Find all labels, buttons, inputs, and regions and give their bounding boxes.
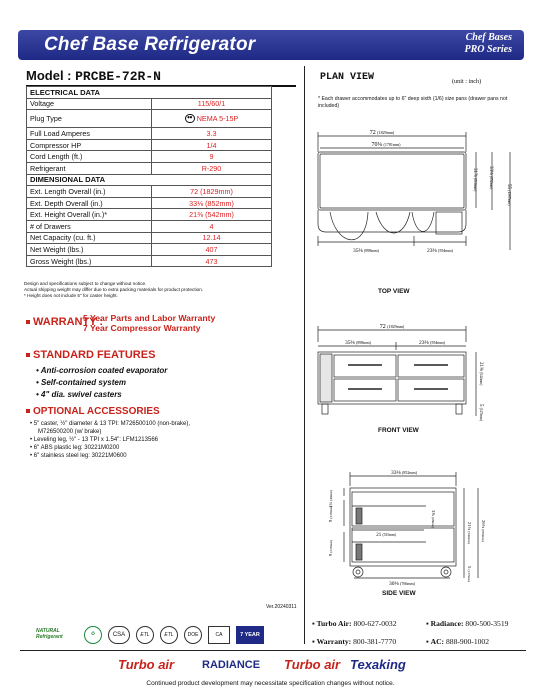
list-item: • 4" dia. swivel casters: [36, 390, 122, 399]
spec-label: Net Weight (lbs.): [27, 244, 152, 256]
model-label: Model :: [26, 68, 72, 83]
dim-side-d5: 9 (229mm): [328, 539, 333, 557]
table-row: [27, 209, 272, 221]
table-row: [27, 151, 272, 163]
natural-refrigerant-logo: NATURAL Refrigerant: [36, 628, 63, 640]
front-view-drawing: [306, 322, 526, 422]
spec-label: Full Load Amperes: [27, 128, 152, 140]
csa-logo: CSA: [108, 626, 130, 644]
dim-top-depth-c: 55 (1397mm): [506, 184, 511, 206]
top-view-label: TOP VIEW: [378, 288, 410, 295]
table-section-row: [27, 174, 272, 186]
contact-turbo-air: ▪ Turbo Air: 800-627-0032: [312, 619, 397, 628]
dim-front-height: 21⅜ (542mm): [478, 362, 483, 386]
bullet-square-icon: [26, 353, 30, 357]
column-divider: [304, 66, 305, 644]
table-row: [27, 98, 272, 110]
standard-features-heading: [26, 349, 155, 361]
spec-value: 115/60/1: [152, 98, 272, 110]
table-row: [27, 162, 272, 174]
contact-warranty: ▪ Warranty: 800-381-7770: [312, 637, 397, 646]
list-item: M726500200 (w/ brake): [38, 429, 102, 435]
table-row: [27, 232, 272, 244]
dim-top-width: 72 (1829mm): [369, 130, 395, 136]
table-section-row: [27, 87, 272, 99]
warranty-line2: 7 Year Compressor Warranty: [83, 323, 201, 333]
list-item: • 6" stainless steel leg: 30221M0600: [30, 453, 127, 459]
version-label: Ver.20240311: [266, 604, 297, 610]
spec-label: Plug Type: [27, 110, 152, 128]
dim-top-depth-a: 31⅞ (810mm): [472, 168, 477, 192]
list-item: • Leveling leg, ½" - 13 TPI x 1.54": LFM1213566: [30, 437, 158, 443]
standard-features-heading-text: STANDARD FEATURES: [33, 349, 156, 361]
spec-value: 4: [152, 220, 272, 232]
dim-side-base: 30⅛ (766mm): [389, 581, 415, 586]
spec-label: Refrigerant: [27, 162, 152, 174]
contact-ac: ▪ AC: 888-900-1002: [426, 637, 490, 646]
table-row: [27, 220, 272, 232]
dim-top-inner-width: 70⅛ (1781mm): [371, 142, 401, 148]
recycle-icon: ♻: [84, 626, 102, 644]
page-header: [18, 30, 524, 60]
dim-side-h2: 26⅜ (669mm): [481, 520, 486, 542]
note-line: * Height does not include 5" for caster height.: [24, 293, 118, 298]
series-line2: PRO Series: [464, 44, 512, 55]
list-item: • Self-contained system: [36, 378, 126, 387]
spec-value: R-290: [152, 162, 272, 174]
table-row: [27, 110, 272, 128]
plug-value: NEMA 5-15P: [196, 113, 239, 123]
turbo-air-logo-2: Turbo air: [284, 657, 341, 672]
footer-disclaimer: Continued product development may necessitate specification changes without notice.: [146, 680, 395, 687]
spec-value: 407: [152, 244, 272, 256]
dim-side-h1: 21⅜ (542mm): [467, 522, 472, 544]
table-row: [27, 197, 272, 209]
spec-value: 72 (1829mm): [152, 186, 272, 198]
dim-side-d4: 21 (535mm): [376, 533, 396, 538]
model-value: PRCBE-72R-N: [75, 69, 161, 84]
dim-side-d1: 1¾ (44mm): [328, 490, 333, 508]
note-line: Design and specifications subject to change without notice.: [24, 281, 147, 286]
spec-label: Voltage: [27, 98, 152, 110]
dim-side-d3: 3⅞ (98mm): [431, 510, 436, 528]
table-row: [27, 186, 272, 198]
spec-value-plug: [152, 110, 272, 128]
dim-front-width: 72 (1829mm): [379, 324, 405, 330]
table-row: [27, 255, 272, 267]
spec-table: [26, 86, 272, 267]
bullet-square-icon: [26, 320, 30, 324]
top-view-drawing: [306, 128, 526, 278]
optional-accessories-list: [30, 420, 290, 460]
spec-label: Ext. Height Overall (in.)*: [27, 209, 152, 221]
plan-view-note: * Each drawer accommodates up to 6" deep sixth (1/6) size pans (drawer pans not included): [318, 96, 508, 109]
dim-side-d2: 9 (229mm): [328, 505, 333, 523]
dim-top-span-left: 35⅜ (898mm): [353, 248, 379, 254]
etl-logo: ETL: [136, 626, 154, 644]
spec-label: Net Capacity (cu. ft.): [27, 232, 152, 244]
dim-top-span-right: 23⅜ (594mm): [427, 248, 453, 254]
spec-label: Ext. Length Overall (in.): [27, 186, 152, 198]
warranty-heading-text: WARRANTY :: [33, 316, 104, 328]
radiance-logo: RADIANCE: [202, 659, 261, 671]
spec-notes: [24, 281, 284, 299]
spec-value: 12.14: [152, 232, 272, 244]
list-item: • Anti-corrosion coated evaporator: [36, 366, 168, 375]
series-line1: Chef Bases: [465, 32, 512, 43]
turbo-air-logo: Turbo air: [118, 657, 175, 672]
electrical-heading: ELECTRICAL DATA: [27, 87, 272, 99]
series-label: [465, 32, 513, 56]
bullet-square-icon: [26, 409, 30, 413]
spec-value: 1/4: [152, 139, 272, 151]
contact-radiance: ▪ Radiance: 800-500-3519: [426, 619, 509, 628]
model-heading: [26, 68, 296, 87]
spec-label: Cord Length (ft.): [27, 151, 152, 163]
plug-icon: ⦁⦁: [185, 114, 195, 123]
spec-value: 473: [152, 255, 272, 267]
dim-front-right: 23⅜ (594mm): [419, 340, 445, 346]
dim-front-left: 35⅜ (898mm): [345, 340, 371, 346]
table-row: [27, 128, 272, 140]
optional-accessories-heading-text: OPTIONAL ACCESSORIES: [33, 406, 160, 417]
table-row: [27, 244, 272, 256]
energy-logo: CA: [208, 626, 230, 644]
standard-features-list: [36, 365, 167, 401]
side-view-drawing: [306, 466, 526, 586]
certification-logos: [36, 626, 266, 646]
spec-label: Ext. Depth Overall (in.): [27, 197, 152, 209]
etl-sanitation-logo: ETL: [160, 626, 178, 644]
list-item: • 5" caster, ½" diameter & 13 TPI: M726500100 (non-brake),: [30, 421, 191, 427]
dim-front-caster: 5 (127mm): [478, 404, 483, 422]
optional-accessories-heading: [26, 406, 160, 417]
warranty-text: [83, 313, 215, 333]
spec-label: Compressor HP: [27, 139, 152, 151]
dim-top-depth-b: 33⅛ (852mm): [488, 166, 493, 190]
table-row: [27, 139, 272, 151]
spec-value: 33⅛ (852mm): [152, 197, 272, 209]
footer-divider: [20, 650, 526, 651]
plan-view-title: PLAN VIEW: [320, 72, 375, 83]
dim-side-caster: 5 (127mm): [467, 566, 472, 583]
spec-label: Gross Weight (lbs.): [27, 255, 152, 267]
front-view-label: FRONT VIEW: [378, 427, 419, 434]
plan-view-unit: (unit : inch): [452, 78, 482, 85]
spec-value: 3.3: [152, 128, 272, 140]
spec-value: 21⅜ (542mm): [152, 209, 272, 221]
page-title: Chef Base Refrigerator: [44, 34, 256, 55]
warranty-badge: 7 YEAR: [236, 626, 264, 644]
brand-logos: [118, 657, 438, 673]
spec-value: 9: [152, 151, 272, 163]
doe-logo: DOE: [184, 626, 202, 644]
note-line: Actual shipping weight may differ due to extra packing materials for product protection.: [24, 287, 204, 292]
warranty-line1: 5 Year Parts and Labor Warranty: [83, 313, 216, 323]
dimensional-heading: DIMENSIONAL DATA: [27, 174, 272, 186]
list-item: • 6" ABS plastic leg: 30221M0200: [30, 445, 120, 451]
spec-label: # of Drawers: [27, 220, 152, 232]
texaking-logo: Texaking: [350, 657, 406, 672]
dim-side-depth: 33⅛ (852mm): [391, 470, 417, 476]
side-view-label: SIDE VIEW: [382, 590, 416, 597]
